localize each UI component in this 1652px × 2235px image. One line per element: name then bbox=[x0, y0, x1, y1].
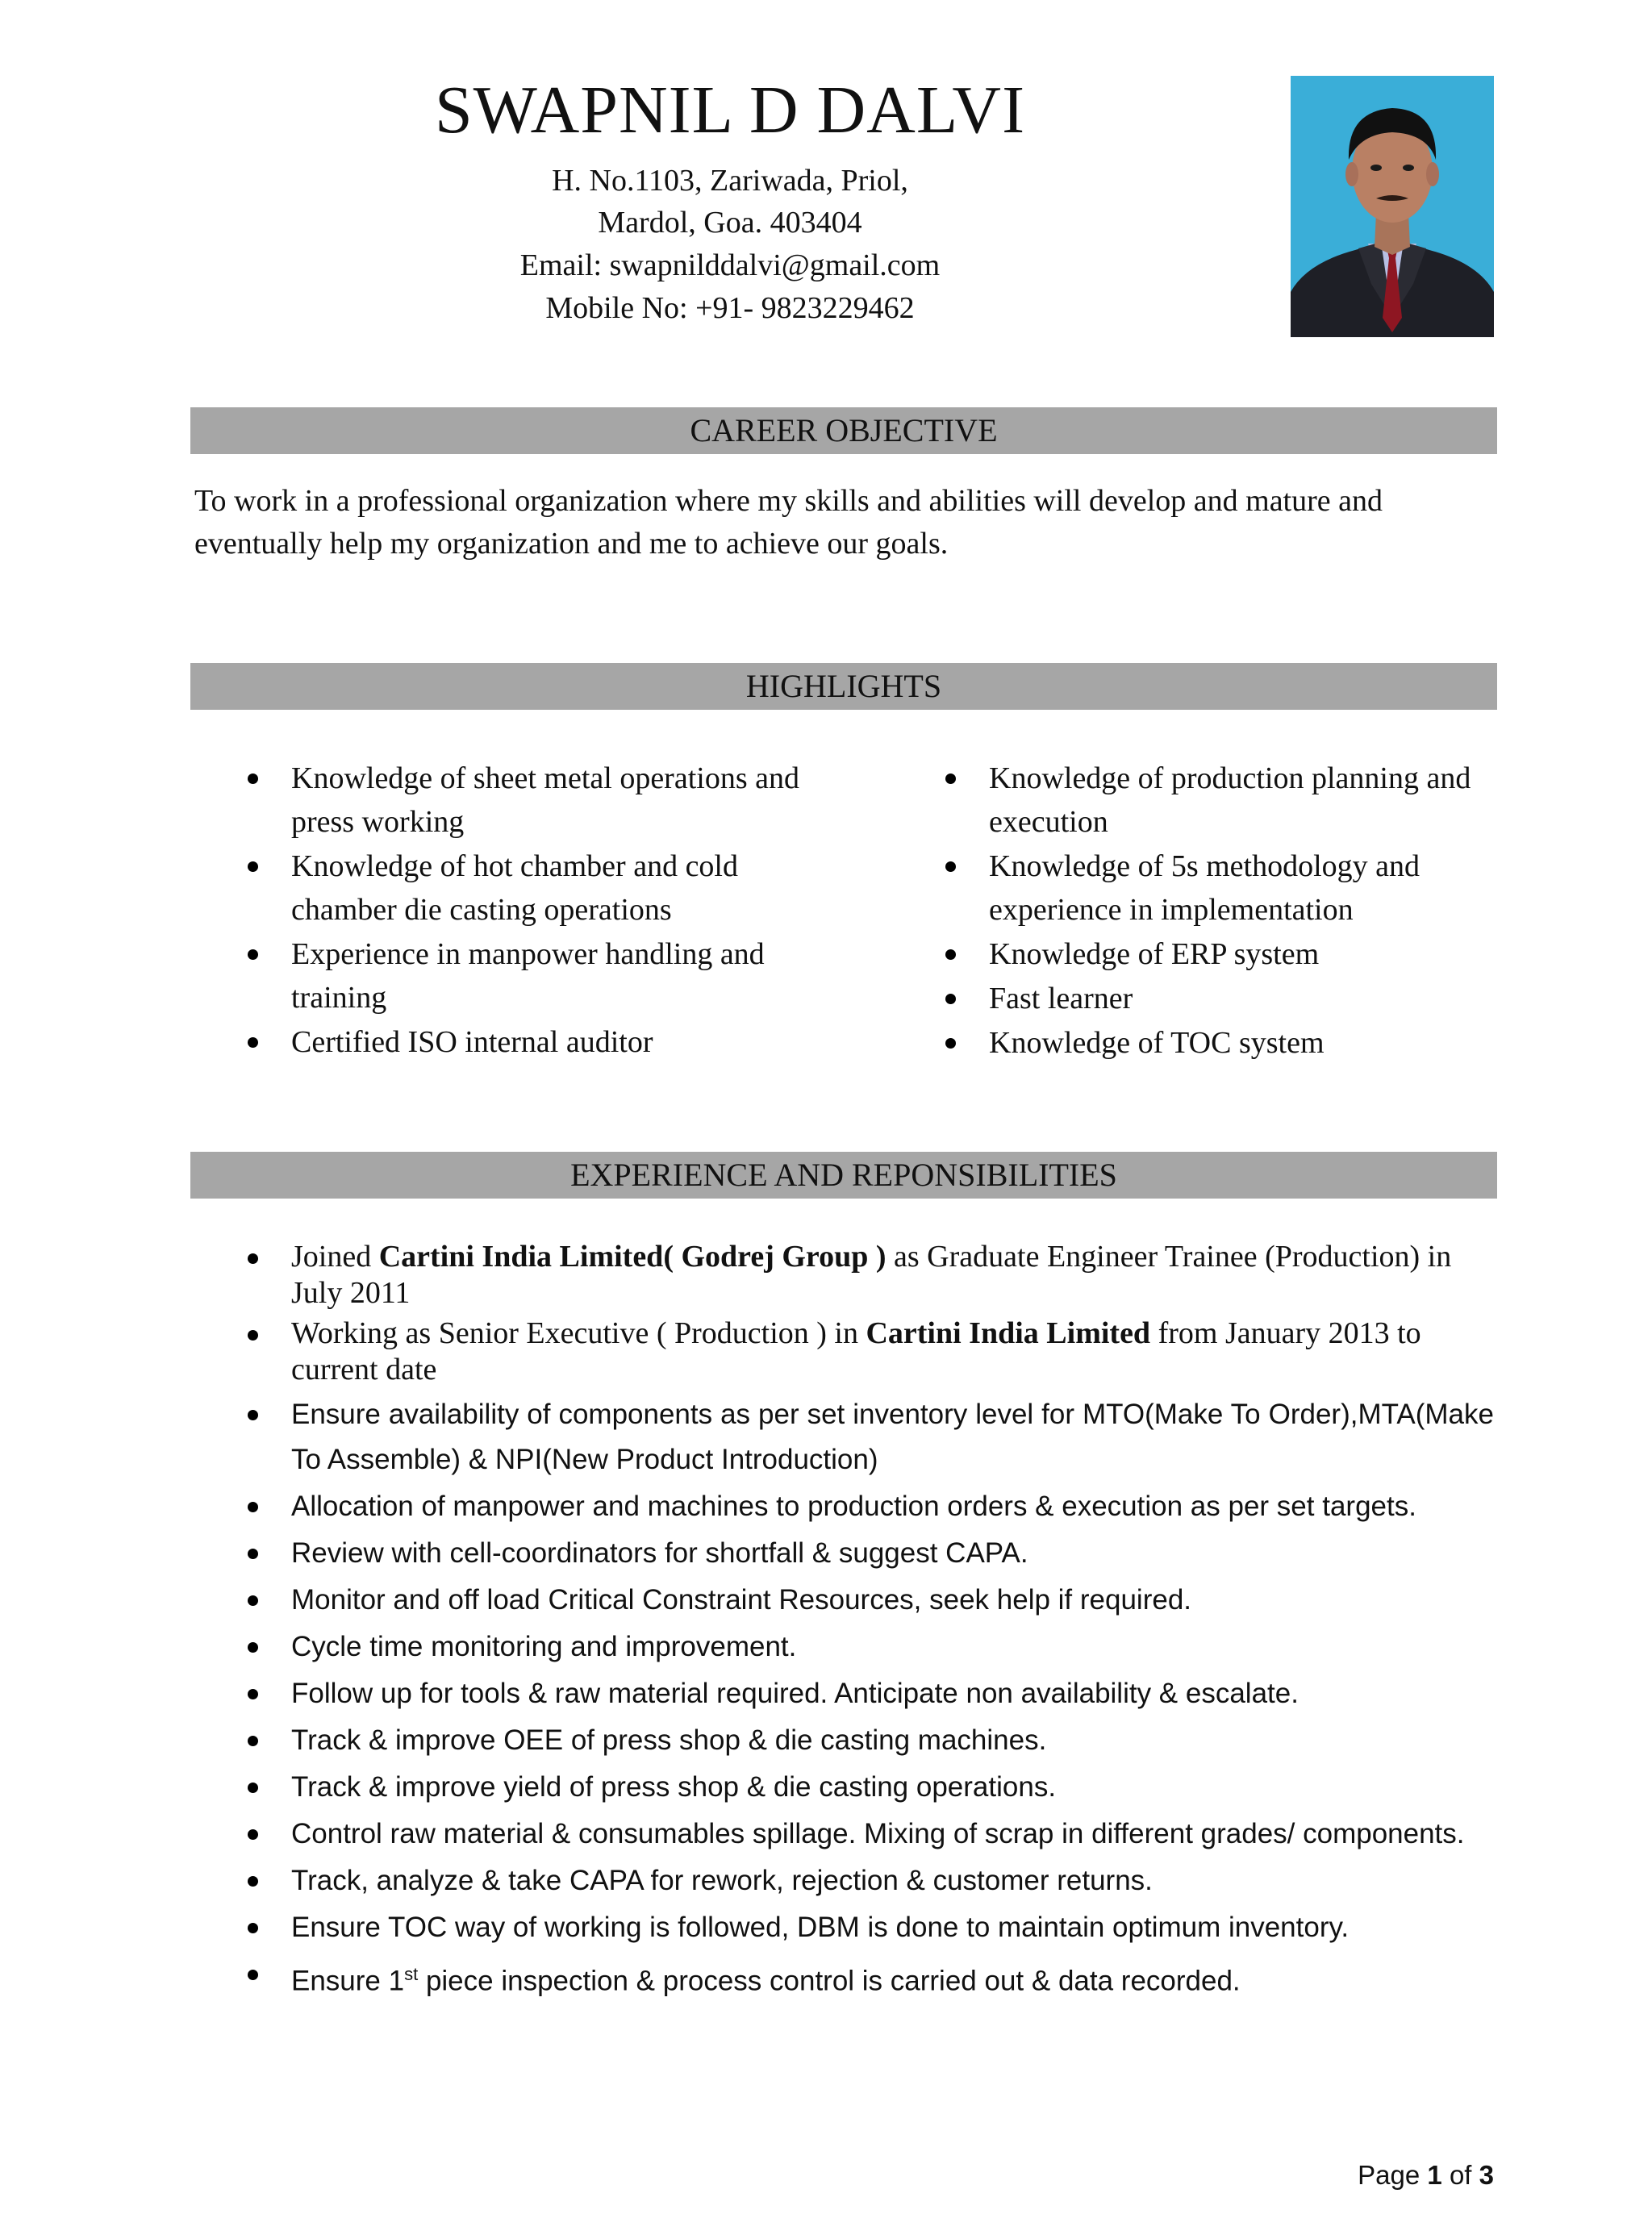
list-item: Certified ISO internal auditor bbox=[248, 1020, 828, 1064]
list-item: Knowledge of 5s methodology and experience in implementation bbox=[945, 844, 1494, 932]
highlights-right-list bbox=[945, 757, 1494, 1065]
list-item: Track & improve OEE of press shop & die casting machines. bbox=[248, 1718, 1494, 1763]
list-item bbox=[248, 1239, 1494, 1311]
list-item: Track, analyze & take CAPA for rework, rejection & customer returns. bbox=[248, 1858, 1494, 1904]
address-line-1: H. No.1103, Zariwada, Priol, bbox=[552, 164, 908, 198]
item-text: Working as Senior Executive ( Production ) in bbox=[291, 1316, 866, 1350]
item-text: from January 2013 to current date bbox=[291, 1316, 1421, 1386]
list-item: Fast learner bbox=[945, 977, 1494, 1020]
list-item: Experience in manpower handling and training bbox=[248, 932, 828, 1020]
item-text: piece inspection & process control is carried out & data recorded. bbox=[418, 1965, 1241, 1997]
list-item: Review with cell-coordinators for shortfall & suggest CAPA. bbox=[248, 1531, 1494, 1576]
page-number bbox=[1358, 2160, 1494, 2191]
list-item: Track & improve yield of press shop & die casting operations. bbox=[248, 1765, 1494, 1810]
highlights-left-list bbox=[248, 757, 828, 1065]
address-line-2: Mardol, Goa. 403404 bbox=[598, 206, 862, 240]
page-label: Page bbox=[1358, 2160, 1428, 2190]
experience-list bbox=[248, 1239, 1494, 2006]
item-text: Joined bbox=[291, 1240, 379, 1274]
section-highlights-header: HIGHLIGHTS bbox=[190, 663, 1497, 710]
item-text: as Graduate Engineer Trainee (Production) in July 2011 bbox=[291, 1240, 1452, 1310]
company-name: Cartini India Limited bbox=[866, 1316, 1151, 1350]
portrait-image bbox=[1291, 76, 1494, 337]
section-career-objective-header: CAREER OBJECTIVE bbox=[190, 407, 1497, 454]
page-total: 3 bbox=[1479, 2160, 1494, 2190]
list-item: Ensure TOC way of working is followed, DBM is done to maintain optimum inventory. bbox=[248, 1905, 1494, 1950]
list-item: Knowledge of ERP system bbox=[945, 932, 1494, 976]
page-current: 1 bbox=[1427, 2160, 1442, 2190]
list-item bbox=[248, 1316, 1494, 1388]
list-item: Control raw material & consumables spillage. Mixing of scrap in different grades/ components. bbox=[248, 1812, 1494, 1857]
page-of: of bbox=[1441, 2160, 1479, 2190]
company-name: Cartini India Limited( Godrej Group ) bbox=[378, 1240, 886, 1274]
list-item bbox=[248, 1952, 1494, 2004]
career-objective-text: To work in a professional organization where my skills and abilities will develop and mature and eventually help my organization and me to achieve our goals. bbox=[194, 484, 1383, 561]
superscript: st bbox=[404, 1964, 419, 1984]
list-item: Knowledge of hot chamber and cold chamber die casting operations bbox=[248, 844, 828, 932]
mobile-line: Mobile No: +91- 9823229462 bbox=[545, 291, 915, 325]
list-item: Cycle time monitoring and improvement. bbox=[248, 1624, 1494, 1670]
list-item: Follow up for tools & raw material required. Anticipate non availability & escalate. bbox=[248, 1671, 1494, 1716]
section-experience-header: EXPERIENCE AND REPONSIBILITIES bbox=[190, 1152, 1497, 1199]
list-item: Knowledge of sheet metal operations and press working bbox=[248, 757, 828, 844]
profile-photo bbox=[1291, 76, 1494, 337]
email-line: Email: swapnilddalvi@gmail.com bbox=[519, 248, 941, 282]
candidate-name: SWAPNIL D DALVI bbox=[434, 73, 1026, 148]
list-item: Knowledge of TOC system bbox=[945, 1021, 1494, 1065]
list-item: Ensure availability of components as per set inventory level for MTO(Make To Order),MTA(Make To Assemble) & NPI(New Product Introduction) bbox=[248, 1392, 1494, 1482]
list-item: Monitor and off load Critical Constraint Resources, seek help if required. bbox=[248, 1578, 1494, 1623]
item-text: Ensure 1 bbox=[291, 1965, 405, 1997]
list-item: Knowledge of production planning and execution bbox=[945, 757, 1494, 844]
list-item: Allocation of manpower and machines to production orders & execution as per set targets. bbox=[248, 1484, 1494, 1529]
